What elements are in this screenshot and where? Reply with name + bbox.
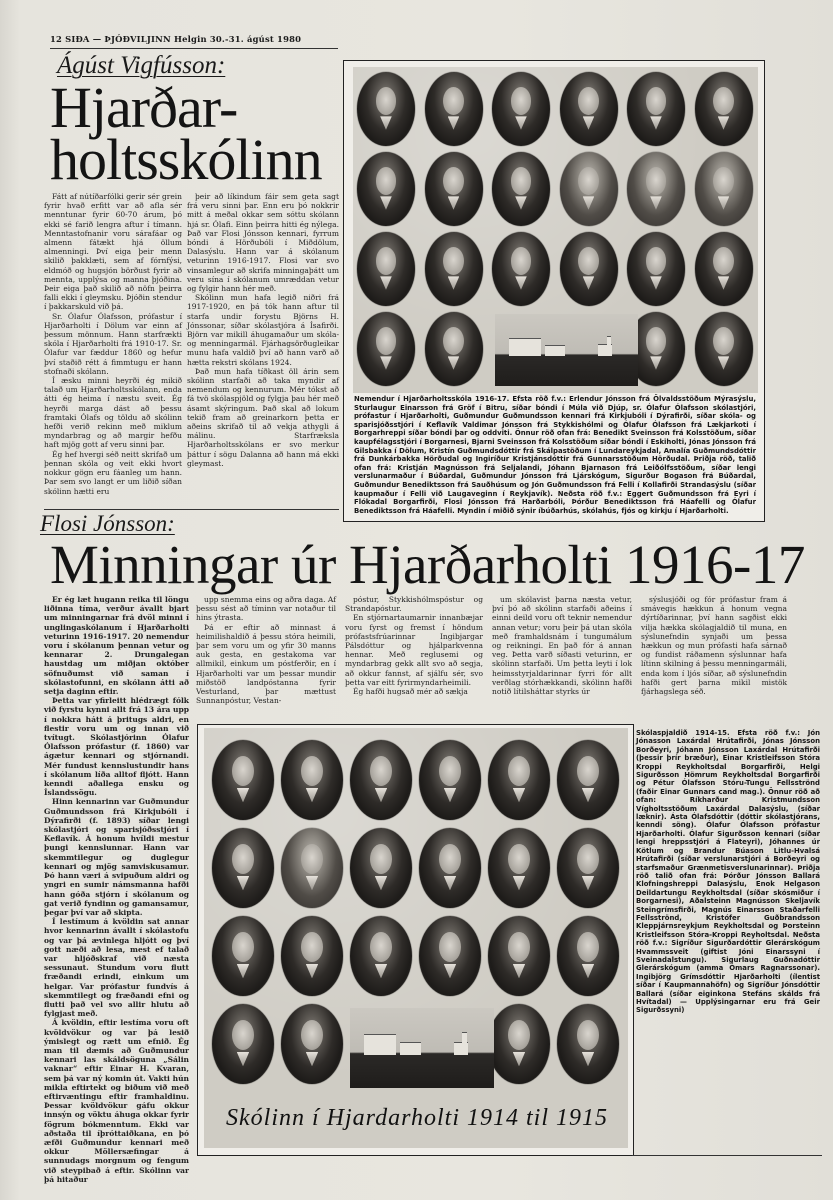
portrait-collar — [444, 788, 456, 802]
portrait-face — [577, 1020, 599, 1050]
farmstead-photo — [495, 314, 638, 386]
portrait-oval — [695, 232, 753, 306]
portrait-face — [577, 756, 599, 786]
portrait-oval — [281, 828, 343, 908]
portrait-collar — [582, 788, 594, 802]
portrait-oval — [492, 152, 550, 226]
portrait-oval — [492, 72, 550, 146]
portrait-collar — [718, 356, 730, 369]
portrait-face — [439, 844, 461, 874]
paragraph: Í lestímum á kvöldin sat annar hvor kennarinn ávallt í skólastofu og var þá ævinlega hljótt og því gott næði að lesa, mest ef talað var hljóðskraf við næsta sessunaut. Stundum voru flutt fræðandi erindi, einkum um helgar. Var prófastur fundvís á skemmtilegt og fræðandi efni og flutti það vel svo allir hlutu að fylgjast með. — [44, 917, 189, 1019]
portrait-face — [301, 932, 323, 962]
portrait-collar — [718, 196, 730, 209]
portrait-collar — [515, 196, 527, 209]
portrait-face — [439, 756, 461, 786]
portrait-oval — [488, 916, 550, 996]
paragraph: um skólavist þarna næsta vetur, því þó að skólinn starfaði aðeins í einni deild voru oft teknir nemendur annan vetur; voru þeir þá utan skóla með framhaldsnám í tungumálum og reikningi. En það fór á annan veg. Þetta varð síðasti veturinn, er skólinn starfaði. Um þetta leyti í lok heimsstyrjaldarinnar fyrri fór allt verðlag stórhækkandi, skólinn hafði notið lítilsháttar styrks úr — [492, 595, 632, 697]
portrait-oval — [557, 740, 619, 820]
portrait-face — [370, 756, 392, 786]
portrait-face — [713, 87, 734, 115]
portrait-oval — [212, 916, 274, 996]
article-divider — [44, 509, 339, 510]
portrait-collar — [306, 788, 318, 802]
portrait-oval — [357, 232, 415, 306]
photo2-inscription: Skólinn í Hjardarholti 1914 til 1915 — [226, 1105, 609, 1131]
article2-headline: Minningar úr Hjarðarholti 1916-17 — [50, 534, 805, 595]
portrait-face — [508, 844, 530, 874]
portrait-collar — [718, 116, 730, 129]
paragraph: þeir að líkindum fáir sem geta sagt frá veru sinni þar. Enn eru þó nokkrir mitt á meðal okkar sem sóttu skólann hjá sr. Ólafi. Einn þeirra hitti ég nýlega. Það var Flosi Jónsson kennari, fyrrum bóndi á Hörðubóli í Miðdölum, Dalasýslu. Hann var á skólanum veturinn 1916-1917. Flosi var svo vinsamlegur að skrifa minningaþátt um veru sína í skólanum umræddan vetur og fylgir hann hér með. — [187, 192, 339, 294]
paragraph: Á kvöldin, eftir lestíma voru oft kvöldvökur og var þá lesið ýmislegt og rætt um efnið. Ég man til dæmis að Guðmundur kennari las skáldsöguna „Sálin vaknar“ eftir Einar H. Kvaran, sem þá var ný komin út. Vakti hún mikla eftirtekt og biðum við með eftirvæntingu eftir framhaldinu. Þessar kvöldvökur gáfu okkur innsýn og vöktu áhuga okkar fyrir fögrum bókmenntum. Ekki var aðstaða til íþróttaiðkana, en þó æfði Guðmundur kennari með okkur Möllersæfingar á sunnudags morgnum og fengum við steypibað á eftir. Skólinn var þá hitaður — [44, 1018, 189, 1184]
portrait-collar — [650, 276, 662, 289]
portrait-oval — [281, 1004, 343, 1084]
portrait-collar — [444, 964, 456, 978]
portrait-face — [577, 844, 599, 874]
portrait-collar — [583, 116, 595, 129]
portrait-oval — [419, 740, 481, 820]
portrait-face — [511, 87, 532, 115]
portrait-collar — [448, 196, 460, 209]
portrait-collar — [650, 356, 662, 369]
portrait-collar — [513, 1052, 525, 1066]
portrait-face — [577, 932, 599, 962]
article1-headline-line2: holtsskólinn — [50, 127, 322, 192]
portrait-collar — [380, 116, 392, 129]
portrait-face — [443, 87, 464, 115]
portrait-collar — [582, 964, 594, 978]
portrait-oval — [488, 1004, 550, 1084]
portrait-collar — [583, 276, 595, 289]
portrait-face — [370, 932, 392, 962]
paragraph: upp snemma eins og aðra daga. Af þessu sést að tíminn var notaður til hins ýtrasta. — [196, 595, 336, 623]
portrait-oval — [350, 916, 412, 996]
paragraph: póstur, Stykkishólmspóstur og Strandapóstur. — [345, 595, 483, 614]
portrait-oval — [350, 828, 412, 908]
portrait-oval — [350, 740, 412, 820]
photo1-class-portrait-1916-17 — [353, 67, 758, 393]
portrait-collar — [513, 876, 525, 890]
portrait-collar — [237, 1052, 249, 1066]
article2-column-5 — [641, 595, 787, 696]
portrait-face — [646, 87, 667, 115]
paragraph: Ég hafði hugsað mér að sækja — [353, 687, 468, 697]
portrait-face — [578, 247, 599, 275]
portrait-face — [443, 167, 464, 195]
portrait-face — [301, 844, 323, 874]
portrait-face — [508, 756, 530, 786]
building — [462, 1032, 466, 1044]
portrait-oval — [212, 1004, 274, 1084]
portrait-oval — [357, 152, 415, 226]
portrait-face — [439, 932, 461, 962]
portrait-collar — [515, 276, 527, 289]
portrait-face — [301, 756, 323, 786]
portrait-oval — [492, 232, 550, 306]
article1-column-1 — [44, 192, 182, 496]
article1-column-2 — [187, 192, 339, 468]
portrait-collar — [448, 116, 460, 129]
portrait-collar — [237, 876, 249, 890]
portrait-face — [376, 167, 397, 195]
portrait-oval — [419, 916, 481, 996]
portrait-face — [376, 87, 397, 115]
portrait-oval — [212, 828, 274, 908]
portrait-face — [232, 932, 254, 962]
portrait-collar — [444, 876, 456, 890]
caption-box-bottom-rule — [632, 1155, 822, 1156]
portrait-collar — [718, 276, 730, 289]
portrait-oval — [627, 152, 685, 226]
page-folio: 12 SIÐA — ÞJÓÐVILJINN Helgin 30.-31. ágúst 1980 — [50, 34, 338, 49]
photo1-caption: Nemendur í Hjarðarholtsskóla 1916-17. Efsta röð f.v.: Erlendur Jónsson frá Ölvaldsstöðum Mýrasýslu, Sturlaugur Einarsson frá Gröf í Bitru, síðar bóndi í Múla við Djúp, sr. Ólafur Ólafsson skólastjóri, prófastur í Hjarðarholti, Guðmundur Guðmundsson kennari frá Kirkjubóli í Dýrafirði, síðar skóla- og sparisjóðsstjóri í Keflavík Valdimar Jónsson frá Stykkishólmi og Ólafur Ólafsson frá Lækjarkoti í Borgarhreppi síðar bóndi þar og oddviti. Önnur röð ofan frá: Benedikt Sveinsson frá Kolsstöðum, síðar kaupfélagsstjóri í Borgarnesi, Bjarni Sveinsson frá Kolsstöðum síðar bóndi í Eskiholti, Jónas Jónsson frá Gilsbakka í Dölum, Kristín Guðmundsdóttir frá Skálpastöðum í Lundareykjadal, Amalía Guðmundsdóttir frá Dunkárbakka Hörðudal og Ingiríður Kristjánsdóttir frá Gunnarsstöðum Hörðudal. Þriðja röð, talið ofan frá: Kristján Magnússon frá Seljalandi, Jóhann Bjarnason frá Leiðólfsstöðum, síðar lengi verslunarmaður í Búðardal, Guðmundur Jónsson frá Ljárskógum, Sigurður Bogason frá Búðardal, Guðmundur Benediktsson frá Sauðhúsum og Jón Guðmundsson frá Felli í Kollafirði Strandasýslu (síðar kaupmaður í Felli við Laugaveginn í Reykjavík). Neðsta röð f.v.: Eggert Guðmundsson frá Eyri í Flókadal Borgarfirði, Flosi Jónsson frá Harðarbóli, Þórður Benediktsson frá Háafelli og Ólafur Benediktsson frá Háafelli. Myndin í miðið sýnir íbúðarhús, skólahús, fjós og kirkju í Hjarðarholti. — [354, 395, 756, 515]
photo2-class-portrait-1914-15 — [204, 728, 628, 1148]
photo2-frame — [197, 724, 634, 1156]
portrait-oval — [557, 916, 619, 996]
portrait-oval — [425, 312, 483, 386]
building — [545, 345, 565, 356]
portrait-collar — [650, 116, 662, 129]
portrait-oval — [488, 828, 550, 908]
portrait-collar — [375, 788, 387, 802]
portrait-collar — [448, 276, 460, 289]
portrait-face — [713, 327, 734, 355]
portrait-collar — [306, 964, 318, 978]
building — [364, 1034, 396, 1054]
portrait-oval — [560, 152, 618, 226]
portrait-oval — [488, 740, 550, 820]
portrait-oval — [425, 152, 483, 226]
portrait-face — [646, 167, 667, 195]
portrait-face — [578, 87, 599, 115]
photo1-frame — [343, 60, 765, 522]
portrait-face — [508, 1020, 530, 1050]
portrait-face — [301, 1020, 323, 1050]
portrait-face — [713, 247, 734, 275]
portrait-oval — [627, 72, 685, 146]
article1-headline — [50, 75, 340, 192]
portrait-collar — [380, 356, 392, 369]
portrait-oval — [627, 232, 685, 306]
article2-column-1 — [44, 595, 189, 1184]
portrait-collar — [582, 1052, 594, 1066]
portrait-collar — [306, 1052, 318, 1066]
portrait-oval — [560, 232, 618, 306]
portrait-collar — [380, 276, 392, 289]
portrait-oval — [281, 916, 343, 996]
portrait-collar — [306, 876, 318, 890]
article2-column-4 — [492, 595, 632, 696]
portrait-oval — [695, 152, 753, 226]
portrait-collar — [513, 964, 525, 978]
article2-column-3 — [345, 595, 483, 696]
paragraph: sýslusjóði og fór prófastur fram á smávegis hækkun á honum vegna dýrtíðarinnar, því hann sagðist ekki vilja hækka skólagjaldið til muna, en sýslunefndin synjaði um þessa hækkun og mun prófasti hafa sárnað og fundist ráðamenn sýslunnar hafa lítinn skilning á þessu menningarmáli, enda kom í ljós síðar, að sýslunefndin hafði gert þarna mikil mistök fjárhagslega séð. — [641, 595, 787, 697]
portrait-oval — [560, 72, 618, 146]
portrait-collar — [380, 196, 392, 209]
portrait-oval — [695, 72, 753, 146]
portrait-face — [511, 247, 532, 275]
paragraph: Hinn kennarinn var Guðmundur Guðmundsson frá Kirkjubóli í Dýrafirði (f. 1893) síðar lengi skólastjóri og sparisjóðsstjóri í Keflavík. Á honum hvíldi mestur þungi kennslunnar. Hann var skemmtilegur og duglegur kennari og mjög samviskusamur. Þó hann væri á svipuðum aldri og yngri en sumir námsmanna hafði hann góða stjórn í skólanum og gat verið fyndinn og gamansamur, þegar því var að skipta. — [44, 797, 189, 917]
paragraph: Þá er eftir að minnast á heimilishaldið á þessu stóra heimili, þar sem voru um og yfir 30 manns auk gesta, en gestakoma var allmikil, einkum um póstferðir, en í Hjarðarholti var um þessar mundir miðstöð landpóstanna fyrir Vesturland, þar mættust Sunnanpóstur, Vestan- — [196, 622, 336, 706]
paragraph: Það mun hafa tíðkast öll árin sem skólinn starfaði að taka myndir af nemendum og kennurum. Mér tókst að fá tvö skólaspjöld og fylgja þau hér með ásamt skýringum. Það skal að lokum tekið fram að greinarkorn þetta er aðeins skrifað til að vekja athygli á málinu. Starfræksla Hjarðarholtsskólans er svo merkur þáttur í sögu Dalanna að hann má ekki gleymast. — [187, 366, 339, 468]
portrait-face — [376, 247, 397, 275]
portrait-oval — [419, 828, 481, 908]
portrait-face — [646, 327, 667, 355]
portrait-collar — [583, 196, 595, 209]
portrait-face — [370, 844, 392, 874]
portrait-oval — [357, 312, 415, 386]
portrait-collar — [515, 116, 527, 129]
article2-column-2 — [196, 595, 336, 705]
portrait-oval — [557, 828, 619, 908]
portrait-face — [578, 167, 599, 195]
portrait-face — [508, 932, 530, 962]
building — [509, 338, 540, 356]
portrait-collar — [237, 964, 249, 978]
paragraph: Þetta var yfirleitt hlédrægt fólk við fyrstu kynni allt frá 13 ára upp í nokkra hátt á þritugs aldri, en flestir voru um og innan við tvítugt. Skólastjórinn Ólafur Ólafsson prófastur (f. 1860) var ágætur kennari og stjórnandi. Mér fundust kennslustundir hans í skólanum líða alltof fljótt. Hann kenndi aðallega ensku og Íslandssögu. — [44, 696, 189, 798]
paragraph: Í æsku minni heyrði ég mikið talað um Hjarðarholtsskólann, enda átti ég heima í næstu sveit. Ég heyrði marga dást að þessu framtaki Ólafs og töldu að skólinn hefði verið rekinn með miklum myndarbrag og að margir hefðu haft mjög gott af veru sinni þar. — [44, 376, 182, 450]
paragraph: Fátt af nútíðarfólki gerir sér grein fyrir hvað erfitt var að afla sér menntunar fyrir 60-70 árum, þó ekki sé farið lengra aftur í tímann. Menntastofnanir voru sárafáar og almenn fátækt hjá öllum almenningi. Því eiga þeir menn skilið þakklæti, sem af fórnfýsi, eldmóð og hugsjón börðust fyrir að mennta, upplýsa og manna þjóðina. Þeir eiga það skilið að nöfn þeirra falli ekki í gleymsku. Þjóðin stendur í þakkarskuld við þá. — [44, 192, 182, 312]
paragraph: Ég hef hvergi séð neitt skrifað um þennan skóla og veit ekki hvort nokkur gögn eru fáanleg um hann. Þar sem svo langt er um liðið síðan skólinn hætti eru — [44, 449, 182, 496]
portrait-collar — [513, 788, 525, 802]
portrait-oval — [425, 232, 483, 306]
building — [607, 336, 611, 347]
article2-byline: Flosi Jónsson: — [40, 511, 175, 536]
portrait-oval — [557, 1004, 619, 1084]
paragraph: Skólinn mun hafa legið niðri frá 1917-1920, en þá tók hann aftur til starfa undir forystu Björns H. Jónssonar, síðar skólastjóra á Ísafirði. Björn var mikill áhugamaður um skóla- og menningarmál. Fjárhagsörðugleikar munu hafa valdið því að hann varð að hætta rekstri skólans 1924. — [187, 293, 339, 367]
portrait-collar — [448, 356, 460, 369]
building — [400, 1042, 420, 1054]
portrait-collar — [237, 788, 249, 802]
portrait-face — [443, 247, 464, 275]
portrait-face — [713, 167, 734, 195]
farmstead-photo — [350, 1008, 494, 1088]
photo2-caption: Skólaspjaldið 1914-15. Efsta röð f.v.: Jón Jónasson Laxárdal Hrútafirði, Jónas Jónsson Borðeyri, Jóhann Jónsson Laxárdal Hrútafirði (þessir þrír bræður), Einar Kristleifsson Stóra Kroppi Reykholtsdal Borgarfirði, Helgi Sigurðsson Hömrum Reykholtsdal Borgarfirði og Pétur Ólafsson Stóru-Tungu Fellsströnd (faðir Einar Gunnars cand mag.). Önnur röð að ofan: Ríkharður Kristmundsson Vígholtsstöðum Laxárdal Dalasýslu, (síðar læknir). Ásta Ólafsdóttir (dóttir skólastjórans, kenndi söng). Ólafur Ólafsson prófastur Hjarðarholti. Ólafur Sigurðsson kennari (síðar lengi hreppsstjóri á Flateyri), Jóhannes úr Kötlum og Brandur Búason Litlu-Hvalsá Hrútafirði (síðar verslunarstjóri á Borðeyri og starfsmaður Grænmetisverslunarinnar). Þriðja röð talið ofan frá: Þórður Jónsson Ballará Klofningshreppi Dalasýslu, Enok Helgason Deildartungu Reykholtsdal (síðar skósmiður í Borgarnesi), Aðalsteinn Magnússon Skeljavík Steingrímsfirði, Magnús Einarsson Staðarfelli Fellsströnd, Kristófer Guðbrandsson Kleppjárnsreykjum Reykholtsdal og Þorsteinn Kristleifsson Stóra-Kroppi Reyholtsdal. Neðsta röð f.v.: Sigríður Sigurðardóttir Glerárskógum Hvammssveit (giftist Jóni Einarssyni í Sveinadalstungu). Sigurlaug Guðnadóttir Glerárskógum (amma Ómars Ragnarssonar). Ingibjörg Grímsdóttir Hjarðarholti (ílentist síðar í Kaupmannahöfn) og Sigríður Jónsdóttir Ballará (síðar eiginkona Stefáns skálds frá Hvítadal) — Upplýsingarnar eru frá Geir Sigurðssyni) — [636, 729, 820, 1015]
article1-headline-line1: Hjarðar- — [50, 75, 238, 140]
portrait-face — [232, 844, 254, 874]
portrait-collar — [650, 196, 662, 209]
portrait-collar — [582, 876, 594, 890]
paragraph: Er ég læt hugann reika til löngu liðinna tíma, verður ávallt bjart um minningarnar frá dvöl minni í unglingaskólanum í Hjarðarholti veturinn 1916-1917. 20 nemendur voru í skólanum þennan vetur og kennarar 2. Drungalegan haustdag um miðjan október söfnuðumst við saman í skólastofunni, en skólann átti að setja daginn eftir. — [44, 595, 189, 697]
portrait-face — [443, 327, 464, 355]
portrait-oval — [425, 72, 483, 146]
portrait-face — [511, 167, 532, 195]
portrait-oval — [357, 72, 415, 146]
portrait-face — [232, 756, 254, 786]
paragraph: En stjórnartaumarnir innanbæjar voru fyrst og fremst í höndum prófastsfrúarinnar Ingibjargar Pálsdóttur og hjálparkvenna hennar. Með reglusemi og myndarbrag gekk allt svo að segja, að okkur fannst, af sjálfu sér, svo þetta var eitt fyrirmyndarheimili. — [345, 613, 483, 687]
portrait-face — [376, 327, 397, 355]
portrait-collar — [375, 876, 387, 890]
article1-byline: Ágúst Vigfússon: — [57, 52, 226, 79]
portrait-collar — [375, 964, 387, 978]
paragraph: Sr. Ólafur Ólafsson, prófastur í Hjarðarholti í Dölum var einn af þessum mönnum. Hann starfrækti skóla í Hjarðarholti frá 1910-17. Sr. Ólafur var fæddur 1860 og hefur því staðið rétt á fimmtugu er hann stofnaði skólann. — [44, 311, 182, 376]
portrait-oval — [281, 740, 343, 820]
portrait-face — [232, 1020, 254, 1050]
portrait-face — [646, 247, 667, 275]
portrait-oval — [212, 740, 274, 820]
portrait-oval — [695, 312, 753, 386]
